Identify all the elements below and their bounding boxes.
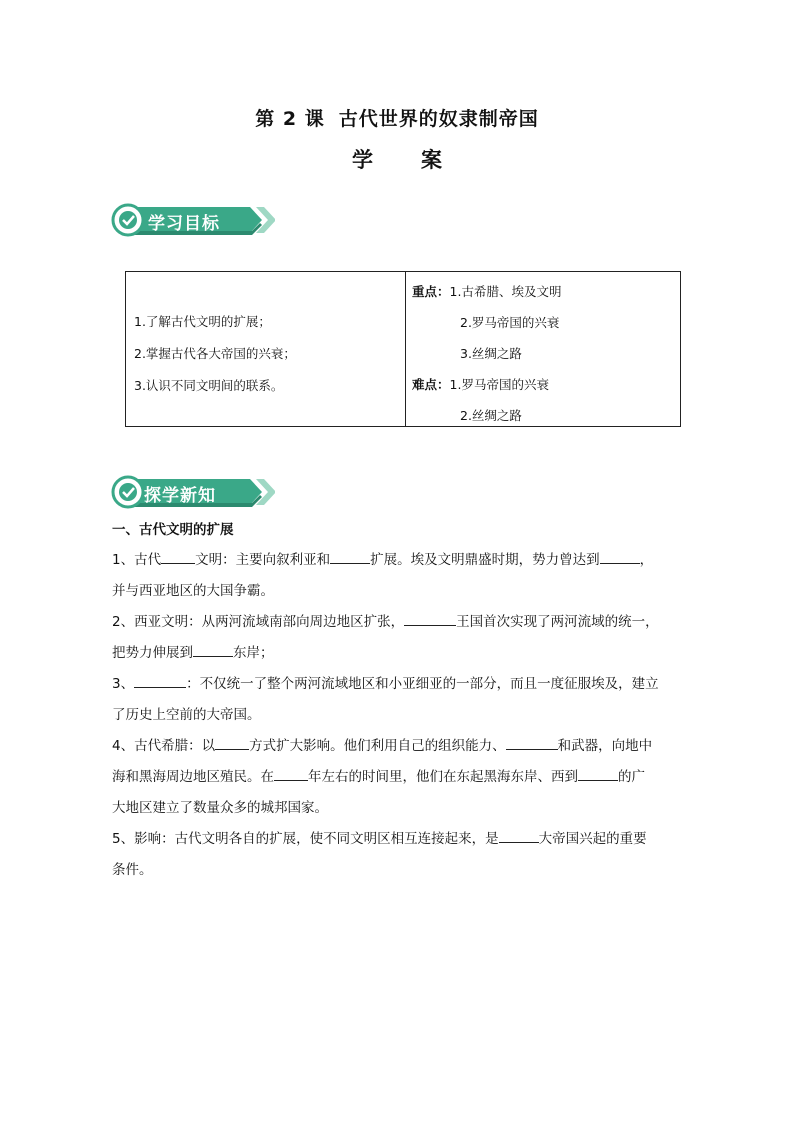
- explore-badge-label: 探学新知: [144, 486, 216, 506]
- lesson-number: 第 2 课: [255, 108, 325, 130]
- question-2: 2、西亚文明：从两河流域南部向周边地区扩张， 王国首次实现了两河流域的统一，: [112, 607, 672, 638]
- page-title: [0, 104, 794, 131]
- question-5-cont: 条件。: [112, 862, 153, 878]
- answer-blank[interactable]: [600, 549, 640, 564]
- answer-blank[interactable]: [193, 642, 233, 657]
- objectives-cell: [126, 272, 406, 426]
- answer-blank[interactable]: [499, 828, 539, 843]
- page-subtitle: 学案: [352, 148, 490, 172]
- answer-blank[interactable]: [330, 549, 370, 564]
- key-points-cell: [406, 272, 680, 426]
- difficult-point: 1.罗马帝国的兴衰: [449, 377, 549, 392]
- question-2-cont: 把势力伸展到 东岸；: [112, 638, 672, 669]
- answer-blank[interactable]: [215, 735, 249, 750]
- difficult-point: 2.丝绸之路: [460, 408, 522, 423]
- goals-badge-label: 学习目标: [148, 214, 220, 234]
- difficult-label: 难点：: [412, 377, 450, 392]
- objective-item: 1.了解古代文明的扩展；: [134, 314, 271, 329]
- answer-blank[interactable]: [578, 766, 618, 781]
- goals-badge: [110, 201, 275, 239]
- question-5: 5、影响：古代文明各自的扩展，使不同文明区相互连接起来，是 大帝国兴起的重要: [112, 824, 672, 855]
- objective-item: 2.掌握古代各大帝国的兴衰；: [134, 346, 296, 361]
- question-3-cont: 了历史上空前的大帝国。: [112, 707, 261, 723]
- explore-badge: [110, 473, 275, 511]
- answer-blank[interactable]: [404, 611, 456, 626]
- key-label: 重点：: [412, 284, 450, 299]
- question-list: [112, 545, 672, 886]
- answer-blank[interactable]: [506, 735, 558, 750]
- lesson-title: 古代世界的奴隶制帝国: [338, 108, 539, 130]
- answer-blank[interactable]: [161, 549, 195, 564]
- objective-item: 3.认识不同文明间的联系。: [134, 378, 284, 393]
- question-4-cont: 海和黑海周边地区殖民。在 年左右的时间里，他们在东起黑海东岸、西到 的广: [112, 762, 672, 793]
- key-point: 1.古希腊、埃及文明: [449, 284, 562, 299]
- question-4: 4、古代希腊：以 方式扩大影响。他们利用自己的组织能力、 和武器，向地中: [112, 731, 672, 762]
- answer-blank[interactable]: [274, 766, 308, 781]
- answer-blank[interactable]: [134, 673, 186, 688]
- question-3: 3、 ：不仅统一了整个两河流域地区和小亚细亚的一部分，而且一度征服埃及，建立: [112, 669, 672, 700]
- key-point: 2.罗马帝国的兴衰: [460, 315, 560, 330]
- goals-table: [125, 271, 681, 427]
- question-1-cont: 并与西亚地区的大国争霸。: [112, 583, 274, 599]
- question-4-cont2: 大地区建立了数量众多的城邦国家。: [112, 800, 328, 816]
- question-1: 1、古代 文明：主要向叙利亚和 扩展。埃及文明鼎盛时期，势力曾达到 ，: [112, 545, 672, 576]
- section-heading: 一、古代文明的扩展: [112, 522, 234, 538]
- key-point: 3.丝绸之路: [460, 346, 522, 361]
